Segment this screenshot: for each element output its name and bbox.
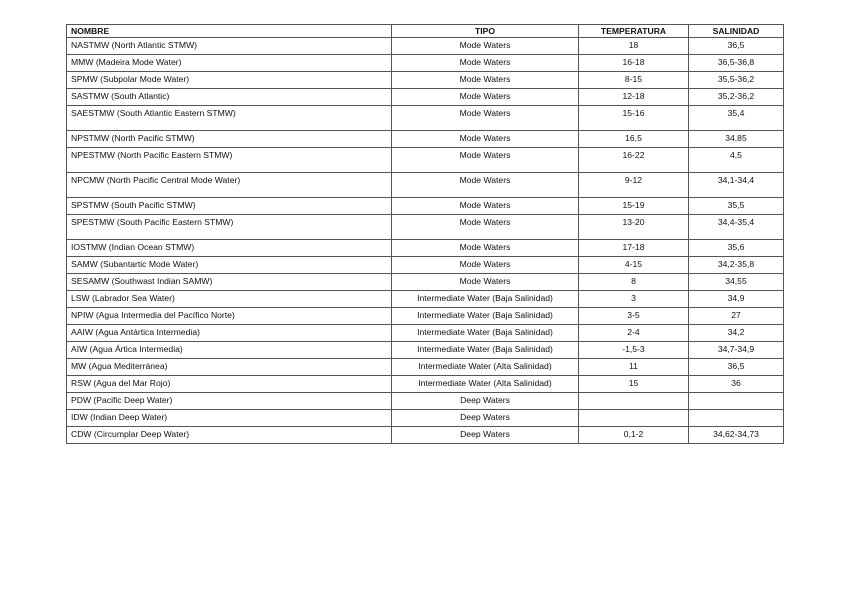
table-row bbox=[67, 240, 784, 257]
cell-salinidad: 34,7-34,9 bbox=[689, 342, 784, 359]
cell-salinidad: 35,5 bbox=[689, 198, 784, 215]
cell-temperatura: 3-5 bbox=[579, 308, 689, 325]
cell-nombre: IDW (Indian Deep Water) bbox=[67, 410, 392, 427]
cell-tipo: Intermediate Water (Baja Salinidad) bbox=[392, 308, 579, 325]
cell-temperatura: 17-18 bbox=[579, 240, 689, 257]
cell-nombre: IOSTMW (Indian Ocean STMW) bbox=[67, 240, 392, 257]
cell-salinidad: 34,62-34,73 bbox=[689, 427, 784, 444]
table-row bbox=[67, 89, 784, 106]
cell-nombre: SPESTMW (South Pacific Eastern STMW) bbox=[67, 215, 392, 240]
cell-temperatura: 18 bbox=[579, 38, 689, 55]
cell-nombre: PDW (Pacific Deep Water) bbox=[67, 393, 392, 410]
cell-tipo: Mode Waters bbox=[392, 72, 579, 89]
table-row bbox=[67, 257, 784, 274]
table-row bbox=[67, 38, 784, 55]
cell-nombre: SPSTMW (South Pacific STMW) bbox=[67, 198, 392, 215]
cell-nombre: SASTMW (South Atlantic) bbox=[67, 89, 392, 106]
cell-tipo: Mode Waters bbox=[392, 215, 579, 240]
table-row bbox=[67, 131, 784, 148]
cell-temperatura: 8-15 bbox=[579, 72, 689, 89]
cell-nombre: SAESTMW (South Atlantic Eastern STMW) bbox=[67, 106, 392, 131]
cell-salinidad: 35,2-36,2 bbox=[689, 89, 784, 106]
header-salinidad: SALINIDAD bbox=[689, 25, 784, 38]
cell-salinidad: 35,6 bbox=[689, 240, 784, 257]
table-row bbox=[67, 173, 784, 198]
cell-temperatura bbox=[579, 393, 689, 410]
table-row bbox=[67, 55, 784, 72]
cell-salinidad: 36 bbox=[689, 376, 784, 393]
cell-salinidad: 34,85 bbox=[689, 131, 784, 148]
cell-tipo: Intermediate Water (Alta Salinidad) bbox=[392, 359, 579, 376]
cell-tipo: Mode Waters bbox=[392, 89, 579, 106]
cell-tipo: Mode Waters bbox=[392, 55, 579, 72]
cell-temperatura: -1,5-3 bbox=[579, 342, 689, 359]
cell-salinidad: 34,4-35,4 bbox=[689, 215, 784, 240]
table-row bbox=[67, 148, 784, 173]
cell-salinidad: 4,5 bbox=[689, 148, 784, 173]
cell-salinidad: 34,2-35,8 bbox=[689, 257, 784, 274]
cell-nombre: MMW (Madeira Mode Water) bbox=[67, 55, 392, 72]
cell-salinidad: 35,5-36,2 bbox=[689, 72, 784, 89]
header-tipo: TIPO bbox=[392, 25, 579, 38]
table-row bbox=[67, 72, 784, 89]
table-row bbox=[67, 198, 784, 215]
cell-nombre: NPSTMW (North Pacific STMW) bbox=[67, 131, 392, 148]
cell-salinidad: 36,5-36,8 bbox=[689, 55, 784, 72]
cell-tipo: Deep Waters bbox=[392, 393, 579, 410]
cell-tipo: Mode Waters bbox=[392, 38, 579, 55]
cell-salinidad: 36,5 bbox=[689, 38, 784, 55]
table-row bbox=[67, 308, 784, 325]
cell-temperatura: 13-20 bbox=[579, 215, 689, 240]
table-row bbox=[67, 291, 784, 308]
table-row bbox=[67, 325, 784, 342]
table-row bbox=[67, 427, 784, 444]
cell-nombre: NPESTMW (North Pacific Eastern STMW) bbox=[67, 148, 392, 173]
cell-tipo: Mode Waters bbox=[392, 148, 579, 173]
cell-salinidad bbox=[689, 393, 784, 410]
cell-temperatura: 16-18 bbox=[579, 55, 689, 72]
cell-temperatura: 3 bbox=[579, 291, 689, 308]
cell-temperatura: 2-4 bbox=[579, 325, 689, 342]
cell-tipo: Intermediate Water (Baja Salinidad) bbox=[392, 291, 579, 308]
cell-tipo: Intermediate Water (Baja Salinidad) bbox=[392, 342, 579, 359]
cell-tipo: Mode Waters bbox=[392, 274, 579, 291]
cell-nombre: NASTMW (North Atlantic STMW) bbox=[67, 38, 392, 55]
table-row bbox=[67, 274, 784, 291]
cell-salinidad: 34,9 bbox=[689, 291, 784, 308]
cell-nombre: AIW (Agua Ártica Intermedia) bbox=[67, 342, 392, 359]
cell-nombre: RSW (Agua del Mar Rojo) bbox=[67, 376, 392, 393]
header-row bbox=[67, 25, 784, 38]
cell-nombre: CDW (Circumplar Deep Water) bbox=[67, 427, 392, 444]
cell-tipo: Mode Waters bbox=[392, 257, 579, 274]
cell-salinidad: 35,4 bbox=[689, 106, 784, 131]
cell-tipo: Deep Waters bbox=[392, 410, 579, 427]
cell-temperatura: 9-12 bbox=[579, 173, 689, 198]
cell-temperatura: 16-22 bbox=[579, 148, 689, 173]
table-row bbox=[67, 215, 784, 240]
cell-tipo: Mode Waters bbox=[392, 106, 579, 131]
cell-tipo: Mode Waters bbox=[392, 131, 579, 148]
cell-nombre: LSW (Labrador Sea Water) bbox=[67, 291, 392, 308]
cell-tipo: Deep Waters bbox=[392, 427, 579, 444]
table-body bbox=[67, 38, 784, 444]
cell-nombre: SESAMW (Southwast Indian SAMW) bbox=[67, 274, 392, 291]
cell-temperatura: 15-19 bbox=[579, 198, 689, 215]
cell-nombre: MW (Agua Mediterránea) bbox=[67, 359, 392, 376]
cell-temperatura: 4-15 bbox=[579, 257, 689, 274]
table-row bbox=[67, 376, 784, 393]
cell-nombre: SPMW (Subpolar Mode Water) bbox=[67, 72, 392, 89]
cell-nombre: NPCMW (North Pacific Central Mode Water) bbox=[67, 173, 392, 198]
cell-temperatura: 16,5 bbox=[579, 131, 689, 148]
table-row bbox=[67, 410, 784, 427]
table-row bbox=[67, 393, 784, 410]
cell-temperatura: 0,1-2 bbox=[579, 427, 689, 444]
cell-temperatura: 11 bbox=[579, 359, 689, 376]
cell-temperatura: 15 bbox=[579, 376, 689, 393]
table-row bbox=[67, 342, 784, 359]
water-masses-table bbox=[66, 24, 784, 444]
header-nombre: NOMBRE bbox=[67, 25, 392, 38]
cell-tipo: Intermediate Water (Alta Salinidad) bbox=[392, 376, 579, 393]
cell-temperatura bbox=[579, 410, 689, 427]
header-temperatura: TEMPERATURA bbox=[579, 25, 689, 38]
cell-tipo: Mode Waters bbox=[392, 240, 579, 257]
cell-tipo: Intermediate Water (Baja Salinidad) bbox=[392, 325, 579, 342]
cell-salinidad: 34,1-34,4 bbox=[689, 173, 784, 198]
table-row bbox=[67, 359, 784, 376]
cell-salinidad: 34,2 bbox=[689, 325, 784, 342]
cell-salinidad: 34,55 bbox=[689, 274, 784, 291]
table-row bbox=[67, 106, 784, 131]
table-header bbox=[67, 25, 784, 38]
cell-nombre: SAMW (Subantartic Mode Water) bbox=[67, 257, 392, 274]
cell-temperatura: 15-16 bbox=[579, 106, 689, 131]
cell-salinidad: 27 bbox=[689, 308, 784, 325]
cell-nombre: AAIW (Agua Antártica Intermedia) bbox=[67, 325, 392, 342]
cell-salinidad: 36,5 bbox=[689, 359, 784, 376]
cell-tipo: Mode Waters bbox=[392, 173, 579, 198]
cell-salinidad bbox=[689, 410, 784, 427]
cell-temperatura: 12-18 bbox=[579, 89, 689, 106]
cell-tipo: Mode Waters bbox=[392, 198, 579, 215]
cell-nombre: NPIW (Agua Intermedia del Pacífico Norte) bbox=[67, 308, 392, 325]
cell-temperatura: 8 bbox=[579, 274, 689, 291]
